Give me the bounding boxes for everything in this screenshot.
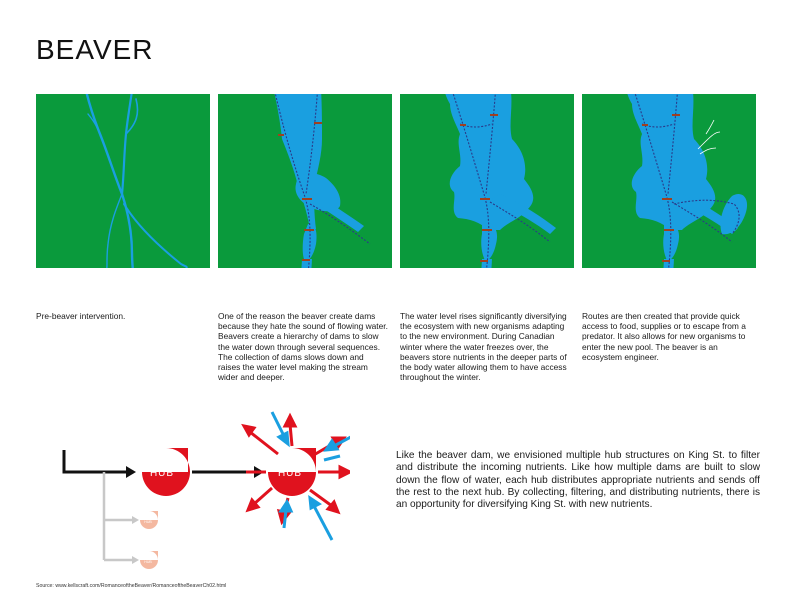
caption-routes: Routes are then created that provide quick access to food, supplies or to escape from a predator. It also allows for new organisms to enter the new pool. The beaver is an ecosystem engineer. <box>582 311 746 362</box>
hub-label-secondary: HUB <box>277 468 303 479</box>
map-panel-pre-beaver <box>36 94 210 268</box>
caption-pre-beaver: Pre-beaver intervention. <box>36 311 126 321</box>
caption-dams: One of the reason the beaver create dams because they hate the sound of flowing water. Beavers create a hierarchy of dams to slow the water down through several sequences. The collection of dams slows down and raises the water level making the stream wider and deeper. <box>218 311 388 383</box>
hub-label-faded: HUB <box>144 520 152 524</box>
hub-label-primary: HUB <box>149 468 175 479</box>
input-flow-line <box>64 450 126 472</box>
map-panel-dams <box>218 94 392 268</box>
map-panel-routes <box>582 94 756 268</box>
hub-label-faded: HUB <box>144 560 152 564</box>
faded-branch-lines <box>104 472 132 560</box>
hub-diagram <box>40 410 350 580</box>
caption-rising-water: The water level rises significantly diversifying the ecosystem with new organisms adapting to the new environment. During Canadian winter where the water freezes over, the beavers store nutrients in the deeper parts of the body water allowing them to have access throughout the winter. <box>400 311 567 383</box>
faded-arrow-head <box>132 516 139 524</box>
hub-description: Like the beaver dam, we envisioned multiple hub structures on King St. to filter and distribute the incoming nutrients. Like how multiple dams are built to slow down the flow of water, each hub distributes appropriate nutrients and sends off the rest to the next hub. By collecting, filtering, and distributing nutrients, there is an opportunity for diversifying King St. with new nutrients. <box>396 450 760 511</box>
page-title: BEAVER <box>36 34 154 65</box>
faded-arrow-head <box>132 556 139 564</box>
map-panel-rising-water <box>400 94 574 268</box>
source-citation: Source: www.kellscraft.com/RomanceoftheBeaver/RomanceoftheBeaverCh02.html <box>36 583 227 589</box>
input-arrow-head <box>126 466 136 478</box>
